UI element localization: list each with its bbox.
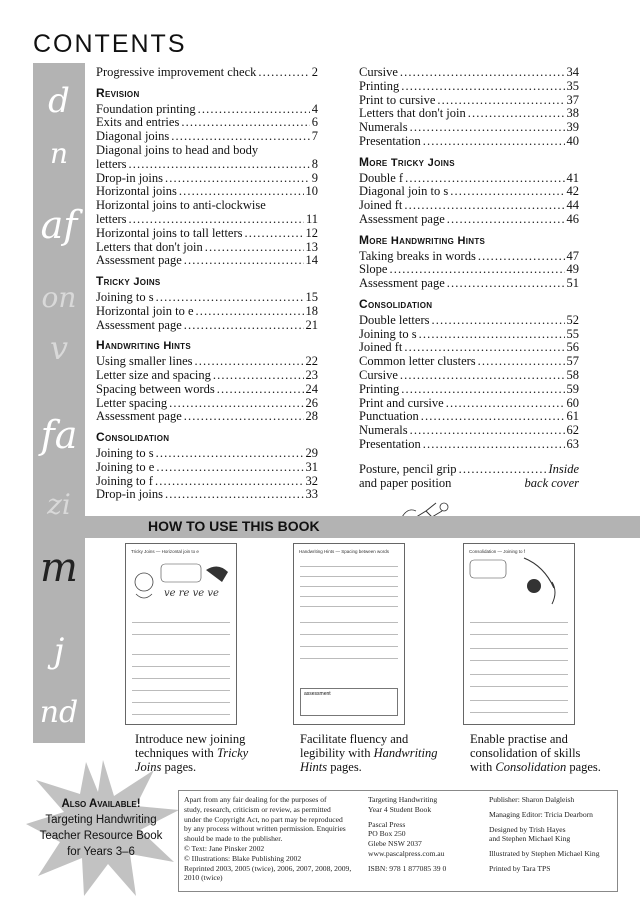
- toc-entry: Horizontal joins to tall letters . . . 12: [96, 227, 318, 241]
- toc-entry: Printing . . . 35: [359, 80, 579, 94]
- sidebar-letter: on: [41, 281, 77, 314]
- sidebar-letter: n: [49, 137, 69, 170]
- toc-entry: Presentation . . . 63: [359, 438, 579, 452]
- toc-entry-line: Horizontal joins to anti-clockwise: [96, 198, 266, 213]
- toc-entry: Joining to s . . . 55: [359, 328, 579, 342]
- also-available-text: Also Available! Targeting Handwriting Teacher Resource Book for Years 3–6: [39, 798, 163, 858]
- toc-entry: Printing . . . 59: [359, 383, 579, 397]
- example-page-header: Handwriting Hints — Spacing between words: [299, 549, 390, 554]
- example-page-handwriting-hints: [293, 543, 405, 725]
- cartoon-illustration-icon: [464, 552, 574, 612]
- sidebar-letter: nd: [39, 695, 79, 730]
- example-page-consolidation: [463, 543, 575, 725]
- toc-entry: Print and cursive . . . 60: [359, 397, 579, 411]
- toc-entry: Progressive improvement check . . . 2: [96, 66, 318, 80]
- toc-entry: Using smaller lines . . . 22: [96, 355, 318, 369]
- toc-entry: Letters that don't join . . . 13: [96, 241, 318, 255]
- sidebar-letter: m: [40, 545, 78, 591]
- toc-entry: Horizontal join to e . . . 18: [96, 305, 318, 319]
- caption-consolidation: Enable practise and consolidation of skills with Consolidation pages.: [470, 732, 601, 774]
- sidebar-letter: fa: [40, 413, 78, 457]
- book-info: Targeting Handwriting Year 4 Student Book Pascal Press PO Box 250 Glebe NSW 2037 www.pascalpress.com.au ISBN: 978 1 877085 39 0: [368, 795, 447, 873]
- contents-column-2: [359, 66, 579, 490]
- toc-entry: Letters that don't join . . . 38: [359, 107, 579, 121]
- sidebar-letters: [33, 63, 85, 743]
- caption-tricky-joins: Introduce new joining techniques with Tricky Joins pages.: [135, 732, 249, 774]
- toc-entry: Punctuation . . . 61: [359, 410, 579, 424]
- toc-entry: Print to cursive . . . 37: [359, 94, 579, 108]
- toc-entry: Horizontal joins . . . 10: [96, 185, 318, 199]
- toc-section-heading: More Handwriting Hints: [359, 232, 486, 247]
- toc-entry: Double letters . . . 52: [359, 314, 579, 328]
- assessment-box: assessment: [300, 688, 398, 716]
- toc-entry: Assessment page . . . 21: [96, 319, 318, 333]
- toc-entry: Numerals . . . 62: [359, 424, 579, 438]
- toc-entry: Drop-in joins . . . 9: [96, 172, 318, 186]
- toc-entry-posture: Posture, pencil grip . . . Inside: [359, 463, 579, 477]
- sidebar-letter: af: [40, 203, 78, 247]
- caption-handwriting-hints: Facilitate fluency and legibility with Handwriting Hints pages.: [300, 732, 438, 774]
- toc-entry: Joining to s . . . 15: [96, 291, 318, 305]
- copyright-notice: Apart from any fair dealing for the purposes of study, research, criticism or review, as permitted under the Copyright Act, no part may be reproduced by any process without written permission. Enquiries should be made to the publisher. © Text: Jane Pinsker 2002 © Illustrations: Blake Publishing 2002 Reprinted 2003, 2005 (twice), 2006, 2007, 2008, 2009, 2010 (twice): [184, 795, 352, 883]
- toc-entry: Spacing between words . . . 24: [96, 383, 318, 397]
- toc-entry: Exits and entries . . . 6: [96, 116, 318, 130]
- toc-section-heading: More Tricky Joins: [359, 154, 455, 169]
- toc-entry: Taking breaks in words . . . 47: [359, 250, 579, 264]
- toc-entry: Assessment page . . . 28: [96, 410, 318, 424]
- sidebar-letter: d: [48, 81, 70, 121]
- toc-section-heading: Consolidation: [359, 296, 433, 311]
- toc-entry: Assessment page . . . 46: [359, 213, 579, 227]
- toc-entry-posture-line2: and paper position back cover: [359, 475, 579, 490]
- toc-entry: Diagonal joins . . . 7: [96, 130, 318, 144]
- toc-entry: Joined ft . . . 56: [359, 341, 579, 355]
- toc-entry: Drop-in joins . . . 33: [96, 488, 318, 502]
- toc-entry: Slope . . . 49: [359, 263, 579, 277]
- toc-section-heading: Tricky Joins: [96, 274, 161, 289]
- toc-entry: Joining to f . . . 32: [96, 475, 318, 489]
- toc-entry: Letter size and spacing . . . 23: [96, 369, 318, 383]
- toc-entry: Numerals . . . 39: [359, 121, 579, 135]
- toc-entry: Assessment page . . . 51: [359, 277, 579, 291]
- toc-entry: Common letter clusters . . . 57: [359, 355, 579, 369]
- toc-entry: Diagonal join to s . . . 42: [359, 185, 579, 199]
- example-page-tricky-joins: [125, 543, 237, 725]
- sidebar-letter: j: [53, 631, 65, 671]
- contents-column-1: [96, 66, 318, 502]
- toc-section-heading: Handwriting Hints: [96, 338, 191, 353]
- how-to-title: HOW TO USE THIS BOOK: [148, 518, 320, 534]
- toc-section-heading: Revision: [96, 85, 140, 100]
- toc-entry: Presentation . . . 40: [359, 135, 579, 149]
- toc-entry: Cursive . . . 34: [359, 66, 579, 80]
- cartoon-illustration-icon: [126, 552, 236, 612]
- toc-entry: Joining to e . . . 31: [96, 461, 318, 475]
- page-title: CONTENTS: [33, 30, 187, 58]
- toc-entry: Double f . . . 41: [359, 172, 579, 186]
- toc-entry: letters . . . 11: [96, 213, 318, 227]
- toc-entry: letters . . . 8: [96, 158, 318, 172]
- toc-entry: Letter spacing . . . 26: [96, 397, 318, 411]
- credits: Publisher: Sharon Dalgleish Managing Editor: Tricia Dearborn Designed by Trish Hayes and Stephen Michael King Illustrated by Stephen Michael King Printed by Tara TPS: [489, 795, 600, 873]
- toc-entry: Assessment page . . . 14: [96, 254, 318, 268]
- svg-text:ve re ve ve: ve re ve ve: [164, 588, 219, 599]
- toc-entry: Joined ft . . . 44: [359, 199, 579, 213]
- example-page-header: Tricky Joins — Horizontal join to e: [131, 549, 199, 554]
- toc-entry-line: Diagonal joins to head and body: [96, 142, 259, 157]
- toc-entry: Joining to s . . . 29: [96, 447, 318, 461]
- sidebar-letter: v: [49, 329, 69, 367]
- example-page-header: Consolidation — Joining to f: [469, 549, 526, 554]
- toc-entry: Cursive . . . 58: [359, 369, 579, 383]
- toc-section-heading: Consolidation: [96, 430, 170, 445]
- sidebar-letter: zi: [47, 488, 71, 521]
- toc-entry: Foundation printing . . . 4: [96, 103, 318, 117]
